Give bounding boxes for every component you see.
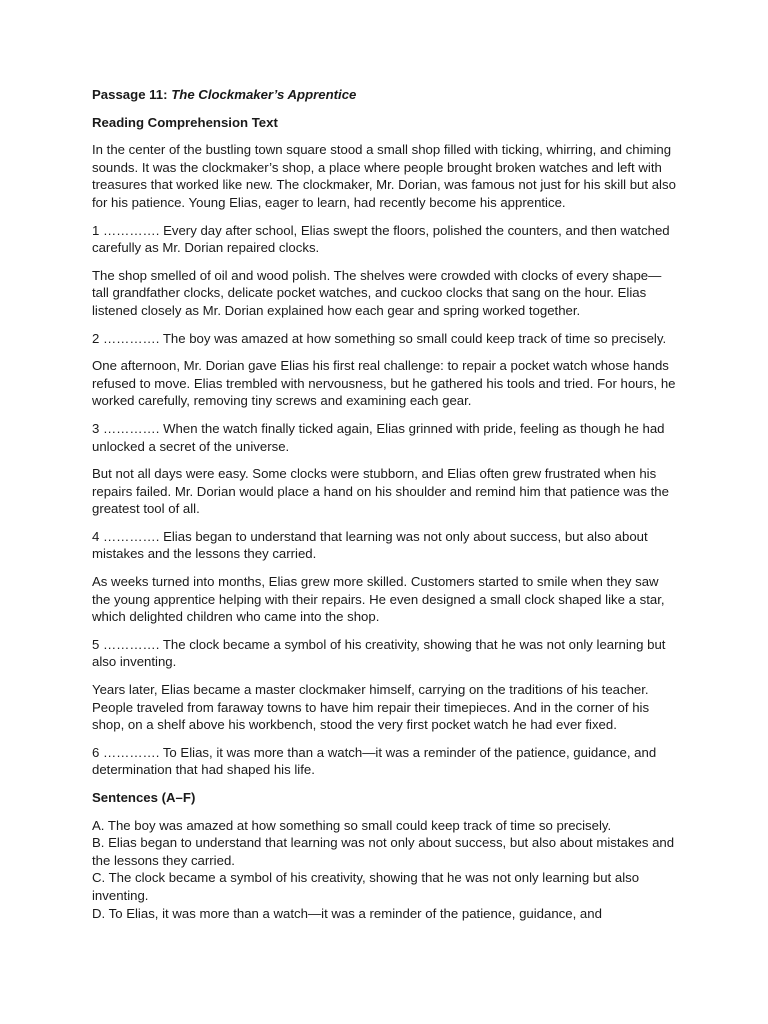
paragraph: Years later, Elias became a master clockmaker himself, carrying on the traditions of his teacher. People traveled from faraway towns to have him repair their timepieces. And in the corner of his shop, on a shelf above his workbench, stood the very first pocket watch he had ever fixed. bbox=[92, 682, 650, 733]
sentence-item: D. To Elias, it was more than a watch—it was a reminder of the patience, guidance, and bbox=[92, 905, 602, 921]
paragraph: The shop smelled of oil and wood polish. The shelves were crowded with clocks of every shape—tall grandfather clocks, delicate pocket watches, and cuckoo clocks that sang on the hour. Elias listened closely as Mr. Dorian explained how each gear and spring worked together. bbox=[92, 267, 662, 318]
paragraph: One afternoon, Mr. Dorian gave Elias his first real challenge: to repair a pocket watch whose hands refused to move. Elias trembled with nervousness, but he gathered his tools and tried. For hours, he worked carefully, removing tiny screws and examining each gear. bbox=[92, 358, 676, 409]
sentence-item: C. The clock became a symbol of his creativity, showing that he was not only learning but also inventing. bbox=[92, 870, 640, 903]
passage-heading bbox=[92, 86, 676, 104]
gap-paragraph-3: 3 …………. When the watch finally ticked again, Elias grinned with pride, feeling as though he had unlocked a secret of the universe. bbox=[92, 420, 665, 454]
paragraph: In the center of the bustling town square stood a small shop filled with ticking, whirring, and chiming sounds. It was the clockmaker’s shop, a place where people brought broken watches and left with treasures that worked like new. The clockmaker, Mr. Dorian, was famous not just for his skill but also for his patience. Young Elias, eager to learn, had recently become his apprentice. bbox=[92, 142, 676, 210]
gap-paragraph-2: 2 …………. The boy was amazed at how something so small could keep track of time so precisely. bbox=[92, 330, 667, 346]
sentence-list bbox=[92, 817, 676, 923]
gap-paragraph-4: 4 …………. Elias began to understand that learning was not only about success, but also about mistakes and the lessons they carried. bbox=[92, 528, 648, 562]
paragraph: As weeks turned into months, Elias grew more skilled. Customers started to smile when they saw the young apprentice helping with their repairs. He even designed a small clock shaped like a star, which delighted children who came into the shop. bbox=[92, 574, 665, 625]
section-heading: Reading Comprehension Text bbox=[92, 114, 278, 130]
sentence-item: B. Elias began to understand that learning was not only about success, but also about mistakes and the lessons they carried. bbox=[92, 835, 675, 868]
paragraph: But not all days were easy. Some clocks were stubborn, and Elias often grew frustrated when his repairs failed. Mr. Dorian would place a hand on his shoulder and remind him that patience was the greatest tool of all. bbox=[92, 466, 669, 517]
gap-paragraph-1: 1 …………. Every day after school, Elias swept the floors, polished the counters, and then watched carefully as Mr. Dorian repaired clocks. bbox=[92, 222, 670, 256]
passage-label: Passage 11: bbox=[92, 87, 168, 102]
sentences-heading: Sentences (A–F) bbox=[92, 790, 196, 805]
gap-paragraph-5: 5 …………. The clock became a symbol of his creativity, showing that he was not only learning but also inventing. bbox=[92, 636, 666, 670]
sentence-item: A. The boy was amazed at how something so small could keep track of time so precisely. bbox=[92, 817, 612, 833]
passage-title: The Clockmaker’s Apprentice bbox=[171, 87, 357, 102]
gap-paragraph-6: 6 …………. To Elias, it was more than a watch—it was a reminder of the patience, guidance, and determination that had shaped his life. bbox=[92, 744, 657, 778]
